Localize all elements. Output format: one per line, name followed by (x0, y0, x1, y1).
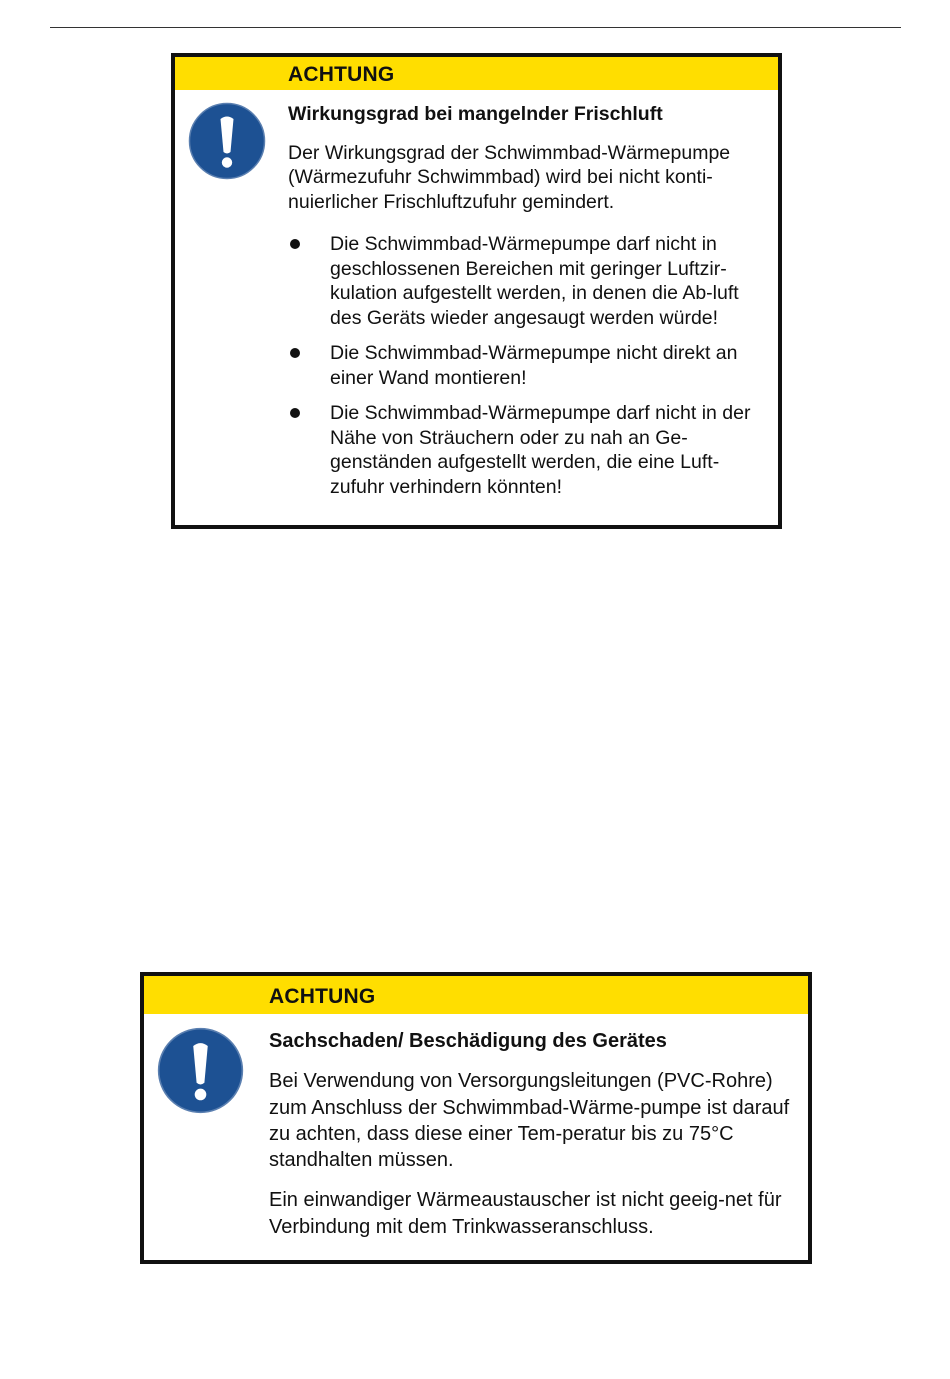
caution-band (144, 976, 808, 1014)
caution-label: ACHTUNG (288, 63, 395, 86)
caution-notice-fresh-air (171, 53, 782, 529)
bullet-icon (290, 348, 300, 358)
notice-paragraph: Bei Verwendung von Versorgungsleitungen (PVC-Rohre) zum Anschluss der Schwimmbad-Wärme-pumpe ist darauf zu achten, dass diese einer Tem-peratur bis zu 75°C standhalten müssen. (269, 1070, 790, 1172)
notice-title: Sachschaden/ Beschädigung des Gerätes (269, 1030, 667, 1052)
list-item (288, 401, 764, 499)
exclamation-mandatory-icon (188, 102, 266, 180)
bullet-icon (290, 239, 300, 249)
header-rule (50, 27, 901, 28)
list-item-text: Die Schwimmbad-Wärmepumpe darf nicht in geschlossenen Bereichen mit geringer Luftzir-kulation aufgestellt werden, in denen die Ab-luft des Geräts wieder angesaugt werden würde! (330, 233, 739, 329)
notice-content (269, 1028, 794, 1254)
exclamation-mandatory-icon (157, 1027, 244, 1114)
list-item (288, 341, 764, 390)
caution-label: ACHTUNG (269, 985, 376, 1008)
list-item (288, 232, 764, 330)
notice-title: Wirkungsgrad bei mangelnder Frischluft (288, 103, 663, 125)
caution-notice-property-damage (140, 972, 812, 1264)
notice-paragraph: Ein einwandiger Wärmeaustauscher ist nicht geeig-net für Verbindung mit dem Trinkwasseranschluss. (269, 1189, 782, 1238)
notice-bullet-list (288, 232, 764, 499)
list-item-text: Die Schwimmbad-Wärmepumpe nicht direkt an einer Wand montieren! (330, 342, 738, 389)
list-item-text: Die Schwimmbad-Wärmepumpe darf nicht in der Nähe von Sträuchern oder zu nah an Ge-genständen aufgestellt werden, die eine Luft-zufuhr verhindern könnten! (330, 402, 751, 498)
notice-paragraph: Der Wirkungsgrad der Schwimmbad-Wärmepumpe (Wärmezufuhr Schwimmbad) wird bei nicht konti-nuierlicher Frischluftzufuhr gemindert. (288, 141, 731, 213)
bullet-icon (290, 408, 300, 418)
caution-band (175, 57, 778, 90)
notice-content (288, 102, 764, 510)
